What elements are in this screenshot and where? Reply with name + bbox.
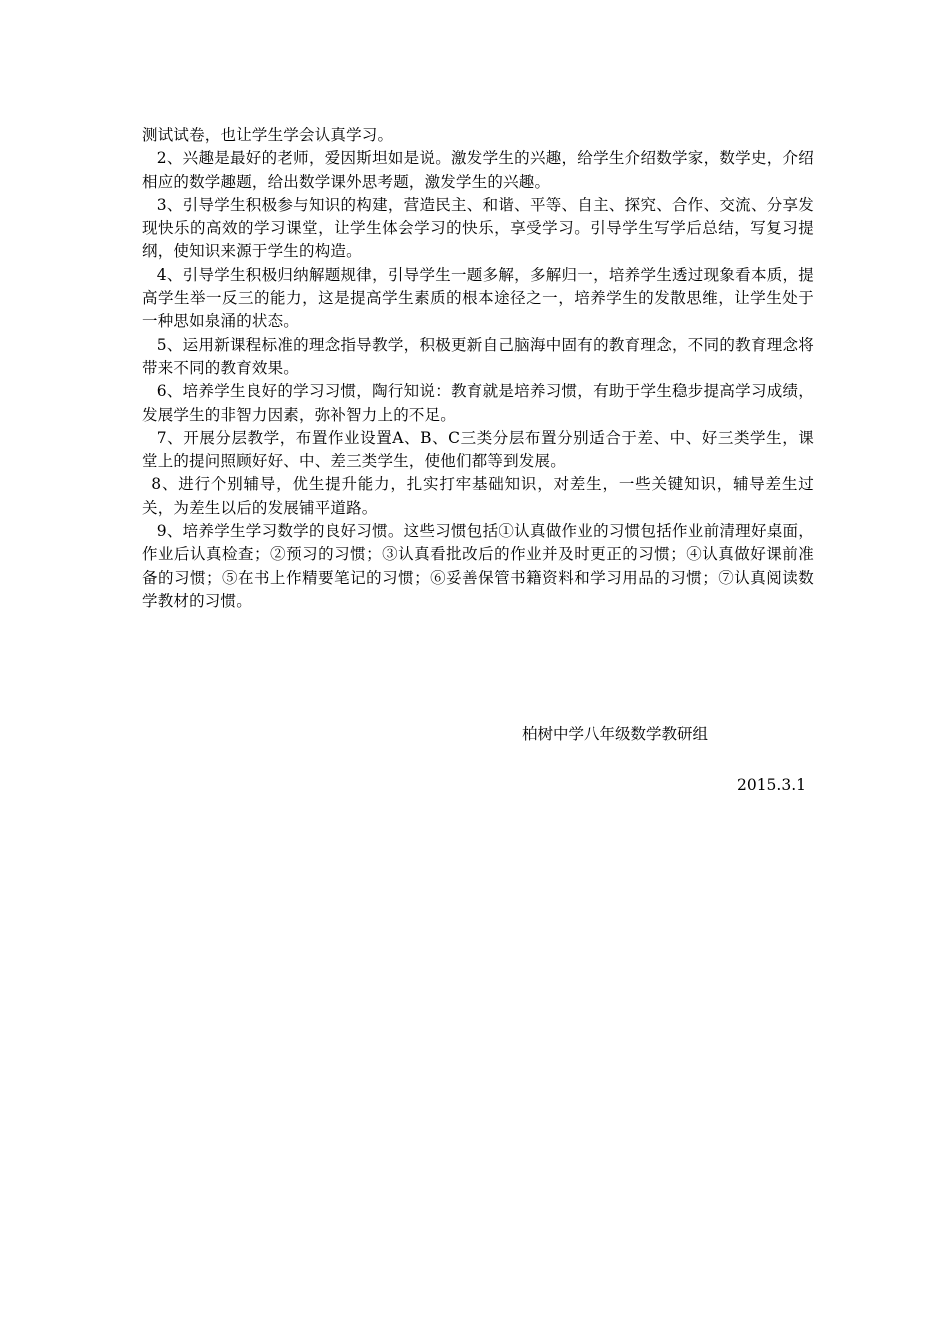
list-item-5: 5、运用新课程标准的理念指导教学，积极更新自己脑海中固有的教育理念，不同的教育理念将带来不同的教育效果。 bbox=[142, 335, 814, 377]
list-item-8: 8、进行个别辅导，优生提升能力，扎实打牢基础知识，对差生，一些关键知识，辅导差生过关，为差生以后的发展铺平道路。 bbox=[142, 475, 814, 517]
list-item-2: 2、兴趣是最好的老师，爱因斯坦如是说。激发学生的兴趣，给学生介绍数学家，数学史，介绍相应的数学趣题，给出数学课外思考题，激发学生的兴趣。 bbox=[142, 149, 814, 191]
list-item-6: 6、培养学生良好的学习习惯，陶行知说：教育就是培养习惯，有助于学生稳步提高学习成绩，发展学生的非智力因素，弥补智力上的不足。 bbox=[142, 382, 814, 424]
document-date: 2015.3.1 bbox=[736, 776, 806, 794]
document-body bbox=[142, 124, 814, 613]
list-item-9: 9、培养学生学习数学的良好习惯。这些习惯包括①认真做作业的习惯包括作业前清理好桌面，作业后认真检查；②预习的习惯；③认真看批改后的作业并及时更正的习惯；④认真做好课前准备的习惯；⑤在书上作精要笔记的习惯；⑥妥善保管书籍资料和学习用品的习惯；⑦认真阅读数学教材的习惯。 bbox=[142, 522, 814, 610]
signature-organization: 柏树中学八年级数学教研组 bbox=[522, 725, 709, 743]
list-item-4: 4、引导学生积极归纳解题规律，引导学生一题多解，多解归一，培养学生透过现象看本质，提高学生举一反三的能力，这是提高学生素质的根本途径之一，培养学生的发散思维，让学生处于一种思如泉涌的状态。 bbox=[142, 265, 814, 331]
list-item-7: 7、开展分层教学，布置作业设置A、B、C三类分层布置分别适合于差、中、好三类学生，课堂上的提问照顾好好、中、差三类学生，使他们都等到发展。 bbox=[142, 428, 814, 471]
paragraph-continuation: 测试试卷，也让学生学会认真学习。 bbox=[142, 126, 394, 144]
list-item-3: 3、引导学生积极参与知识的构建，营造民主、和谐、平等、自主、探究、合作、交流、分享发现快乐的高效的学习课堂，让学生体会学习的快乐，享受学习。引导学生写学后总结，写复习提纲，使知识来源于学生的构造。 bbox=[142, 195, 814, 261]
